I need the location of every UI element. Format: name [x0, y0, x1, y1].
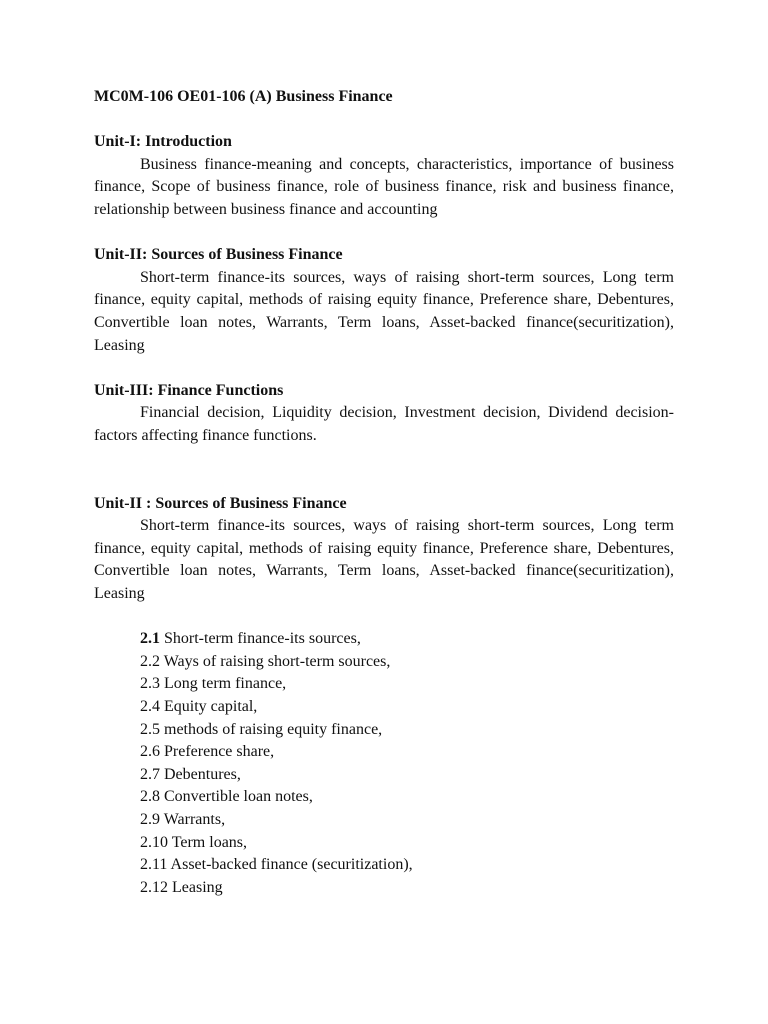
topic-item — [140, 786, 674, 809]
topic-number: 2.3 — [140, 675, 160, 693]
unit-description: Financial decision, Liquidity decision, Investment decision, Dividend decision- factors affecting finance functions. — [94, 404, 674, 444]
topic-text: Asset-backed finance (securitization), — [170, 856, 413, 874]
topic-number: 2.9 — [140, 811, 160, 828]
topic-text: Warrants, — [163, 811, 226, 828]
unit-description: Business finance-meaning and concepts, characteristics, importance of business finance, Scope of business finance, role of business finance, risk and business finance, relationship between business finance and accounting — [94, 155, 674, 218]
topic-number: 2.8 — [140, 788, 160, 806]
topic-item — [140, 877, 674, 900]
topic-number: 2.6 — [140, 743, 160, 761]
topic-number: 2.11 — [140, 856, 168, 874]
topic-text: Preference share, — [164, 743, 275, 761]
unit-section-sources — [94, 244, 674, 357]
unit-description: Short-term finance-its sources, ways of raising short-term sources, Long term finance, equity capital, methods of raising equity finance, Preference share, Debentures, Convertible loan notes, Warrants, Term loans, Asset-backed finance(securitization), Leasing — [94, 517, 674, 603]
unit-heading: Unit-I: Introduction — [94, 133, 232, 151]
topic-text: methods of raising equity finance, — [164, 720, 383, 738]
topic-text: Debentures, — [164, 765, 241, 783]
document-title: MC0M-106 OE01-106 (A) Business Finance — [94, 88, 393, 105]
topic-text: Leasing — [172, 878, 223, 896]
topic-item — [140, 832, 674, 855]
unit-heading: Unit-II: Sources of Business Finance — [94, 246, 343, 264]
topic-number: 2.5 — [140, 720, 160, 738]
topic-item — [140, 741, 674, 764]
topic-item — [140, 719, 674, 742]
topic-number: 2.7 — [140, 765, 160, 783]
topic-number: 2.10 — [140, 833, 168, 851]
topic-text: Equity capital, — [164, 698, 258, 716]
topic-text: Long term finance, — [164, 675, 287, 693]
topic-item — [140, 673, 674, 696]
topic-item — [140, 651, 674, 674]
unit-section-functions — [94, 380, 674, 448]
topic-list — [140, 628, 674, 899]
unit-section-sources-detail — [94, 493, 674, 900]
topic-item — [140, 809, 674, 832]
section-spacer — [94, 470, 674, 493]
unit-section-introduction — [94, 131, 674, 221]
topic-item — [140, 628, 674, 651]
topic-text: Ways of raising short-term sources, — [163, 652, 391, 670]
syllabus-page — [94, 86, 674, 922]
topic-item — [140, 854, 674, 877]
topic-number: 2.4 — [140, 698, 160, 716]
topic-text: Term loans, — [171, 833, 248, 851]
unit-heading: Unit-III: Finance Functions — [94, 381, 284, 399]
topic-text: Convertible loan notes, — [164, 788, 313, 806]
topic-item — [140, 696, 674, 719]
topic-number: 2.12 — [140, 878, 168, 896]
topic-number: 2.2 — [140, 652, 160, 670]
unit-heading: Unit-II : Sources of Business Finance — [94, 494, 347, 512]
topic-number: 2.1 — [140, 630, 160, 648]
topic-item — [140, 764, 674, 787]
unit-description: Short-term finance-its sources, ways of raising short-term sources, Long term finance, equity capital, methods of raising equity finance, Preference share, Debentures, Convertible loan notes, Warrants, Term loans, Asset-backed finance(securitization), Leasing — [94, 268, 674, 354]
topic-text: Short-term finance-its sources, — [164, 630, 361, 648]
